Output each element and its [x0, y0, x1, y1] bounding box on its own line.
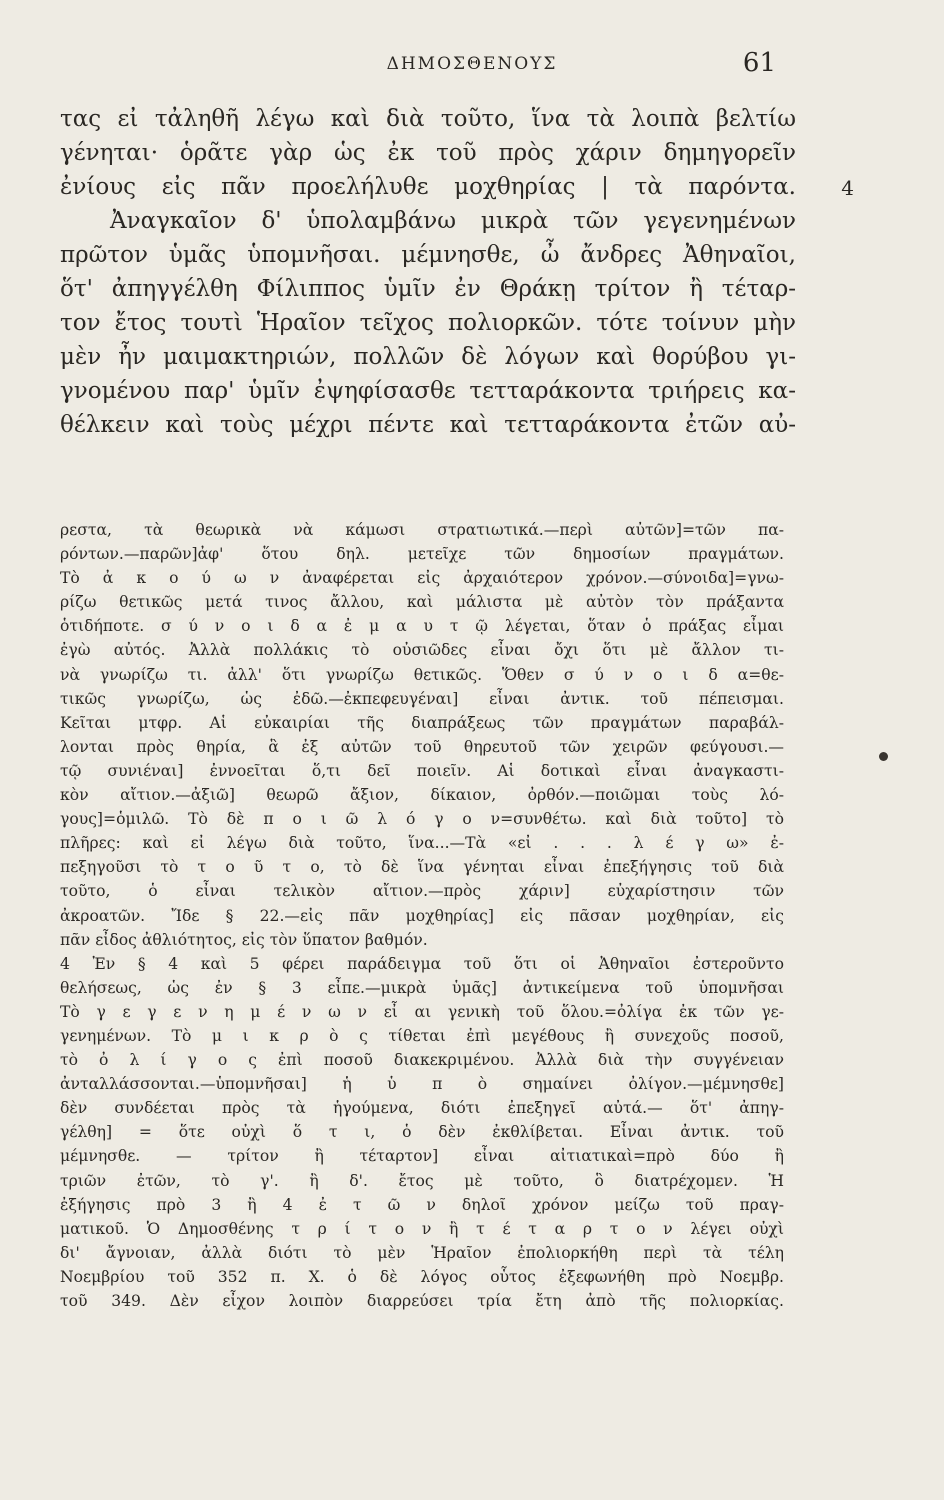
commentary-line: γενημένων. Τὸ μ ι κ ρ ὸ ς τίθεται ἐπὶ μεγέθους ἢ συνεχοῦς ποσοῦ, [60, 1026, 784, 1045]
commentary-line: ἀκροατῶν. Ἴδε § 22.—εἰς πᾶν μοχθηρίας] εἰς πᾶσαν μοχθηρίαν, εἰς [60, 906, 784, 925]
commentary-line: γέλθη] = ὅτε οὐχὶ ὅ τ ι, ὁ δὲν ἐκθλίβεται. Εἶναι ἀντικ. τοῦ [60, 1123, 784, 1142]
commentary-line: γους]=ὁμιλῶ. Τὸ δὲ π ο ι ῶ λ ό γ ο ν=συνθέτω. καὶ διὰ τοῦτο] τὸ [60, 810, 784, 829]
commentary-line: πλῆρες: καὶ εἰ λέγω διὰ τοῦτο, ἵνα...—Τὰ «εἰ . . . λ έ γ ω» ἐ- [60, 834, 784, 853]
commentary-line: ἀνταλλάσσονται.—ὑπομνῆσαι] ἡ ὑ π ὸ σημαίνει ὀλίγον.—μέμνησθε] [60, 1075, 784, 1094]
ink-dot-mark [879, 752, 888, 761]
main-text-line: γνομένου παρ' ὑμῖν ἐψηφίσασθε τετταράκοντα τριήρεις κα- [60, 378, 796, 404]
main-text-line: πρῶτον ὑμᾶς ὑπομνῆσαι. μέμνησθε, ὦ ἄνδρες Ἀθηναῖοι, [60, 242, 796, 268]
commentary-line: θελήσεως, ὡς ἐν § 3 εἶπε.—μικρὰ ὑμᾶς] ἀντικείμενα τοῦ ὑπομνῆσαι [60, 978, 784, 997]
main-text-line: ὅτ' ἀπηγγέλθη Φίλιππος ὑμῖν ἐν Θράκῃ τρίτον ἢ τέταρ- [60, 276, 796, 302]
running-head [0, 48, 944, 78]
commentary-line: τικῶς γνωρίζω, ὡς ἐδῶ.—ἐκπεφευγέναι] εἶναι ἀντικ. τοῦ πέπεισμαι. [60, 689, 784, 708]
main-text-line: τον ἔτος τουτὶ Ἡραῖον τεῖχος πολιορκῶν. τότε τοίνυν μὴν [60, 310, 796, 336]
commentary-line: πᾶν εἶδος ἀθλιότητος, εἰς τὸν ὕπατον βαθμόν. [60, 930, 428, 949]
commentary-line: κὸν αἴτιον.—ἀξιῶ] θεωρῶ ἄξιον, δίκαιον, ὀρθόν.—ποιῶμαι τοὺς λό- [60, 786, 784, 805]
commentary-line: ὁτιδήποτε. σ ύ ν ο ι δ α ἐ μ α υ τ ῷ λέγεται, ὅταν ὁ πράξας εἶμαι [60, 617, 784, 636]
running-title: ΔΗΜΟΣΘΕΝΟΥΣ [386, 54, 558, 74]
main-text-line: θέλκειν καὶ τοὺς μέχρι πέντε καὶ τετταράκοντα ἐτῶν αὐ- [60, 412, 796, 438]
main-text [60, 102, 796, 442]
commentary-line: τοῦτο, ὁ εἶναι τελικὸν αἴτιον.—πρὸς χάριν] εὐχαρίστησιν τῶν [60, 882, 784, 901]
commentary-line: δι' ἄγνοιαν, ἀλλὰ διότι τὸ μὲν Ἡραῖον ἐπολιορκήθη περὶ τὰ τέλη [60, 1243, 784, 1262]
main-text-line: μὲν ἦν μαιμακτηριών, πολλῶν δὲ λόγων καὶ θορύβου γι- [60, 344, 796, 370]
commentary-line: τῷ συνιέναι] ἐννοεῖται ὅ,τι δεῖ ποιεῖν. Αἱ δοτικαὶ εἶναι ἀναγκαστι- [60, 761, 784, 780]
main-text-line: γένηται· ὁρᾶτε γὰρ ὡς ἐκ τοῦ πρὸς χάριν δημηγορεῖν [60, 140, 796, 166]
main-text-line: Ἀναγκαῖον δ' ὑπολαμβάνω μικρὰ τῶν γεγενημένων [110, 208, 796, 234]
commentary-line: ρόντων.—παρῶν]ἀφ' ὅτου δηλ. μετεῖχε τῶν δημοσίων πραγμάτων. [60, 545, 784, 564]
commentary-line: δὲν συνδέεται πρὸς τὰ ἡγούμενα, διότι ἐπεξηγεῖ αὐτά.— ὅτ' ἀπηγ- [60, 1099, 784, 1118]
commentary-line: τοῦ 349. Δὲν εἶχον λοιπὸν διαρρεύσει τρία ἔτη ἀπὸ τῆς πολιορκίας. [60, 1292, 784, 1310]
commentary-line: ματικοῦ. Ὁ Δημοσθένης τ ρ ί τ ο ν ἢ τ έ τ α ρ τ ο ν λέγει οὐχὶ [60, 1219, 784, 1238]
commentary-line: Τὸ γ ε γ ε ν η μ έ ν ω ν εἶ αι γενικὴ τοῦ ὅλου.=ὀλίγα ἐκ τῶν γε- [60, 1002, 784, 1021]
main-text-line: τας εἰ τἀληθῆ λέγω καὶ διὰ τοῦτο, ἵνα τὰ λοιπὰ βελτίω [60, 106, 796, 132]
margin-section-number: 4 [841, 176, 854, 200]
commentary-line: ἐγὼ αὐτός. Ἀλλὰ πολλάκις τὸ οὐσιῶδες εἶναι ὄχι ὅτι μὲ ἄλλον τι- [60, 641, 784, 660]
commentary-line: Νοεμβρίου τοῦ 352 π. Χ. ὁ δὲ λόγος οὗτος ἐξεφωνήθη πρὸ Νοεμβρ. [60, 1267, 784, 1286]
commentary-line: ρεστα, τὰ θεωρικὰ νὰ κάμωσι στρατιωτικά.—περὶ αὐτῶν]=τῶν πα- [60, 521, 784, 539]
commentary-line: Τὸ ἀ κ ο ύ ω ν ἀναφέρεται εἰς ἀρχαιότερον χρόνον.—σύνοιδα]=γνω- [60, 569, 784, 588]
commentary-line: πεξηγοῦσι τὸ τ ο ῦ τ ο, τὸ δὲ ἵνα γένηται εἶναι ἐπεξήγησις τοῦ διὰ [60, 858, 784, 877]
commentary-line: νὰ γνωρίζω τι. ἀλλ' ὅτι γνωρίζω θετικῶς. Ὅθεν σ ύ ν ο ι δ α=θε- [60, 665, 784, 684]
commentary-line: ρίζω θετικῶς μετά τινος ἄλλου, καὶ μάλιστα μὲ αὐτὸν τὸν πράξαντα [60, 593, 784, 612]
commentary-line: ἐξήγησις πρὸ 3 ἢ 4 ἐ τ ῶ ν δηλοῖ χρόνον μείζω τοῦ πραγ- [60, 1195, 784, 1214]
commentary-line: 4 Ἐν § 4 καὶ 5 φέρει παράδειγμα τοῦ ὅτι οἱ Ἀθηναῖοι ἐστεροῦντο [60, 954, 784, 973]
commentary-line: μέμνησθε. — τρίτον ἢ τέταρτον] εἶναι αἰτιατικαὶ=πρὸ δύο ἢ [60, 1147, 784, 1166]
commentary-line: τὸ ὀ λ ί γ ο ς ἐπὶ ποσοῦ διακεκριμένου. Ἀλλὰ διὰ τὴν συγγένειαν [60, 1051, 784, 1070]
commentary-line: τριῶν ἐτῶν, τὸ γ'. ἢ δ'. ἔτος μὲ τοῦτο, ὃ διατρέχομεν. Ἡ [60, 1171, 784, 1190]
commentary-line: Κεῖται μτφρ. Αἱ εὐκαιρίαι τῆς διαπράξεως τῶν πραγμάτων παραβάλ- [60, 713, 784, 732]
commentary [60, 518, 784, 1313]
commentary-line: λονται πρὸς θηρία, ἃ ἐξ αὐτῶν τοῦ θηρευτοῦ τῶν χειρῶν φεύγουσι.— [60, 737, 784, 756]
page-number: 61 [742, 48, 776, 78]
main-text-line: ἐνίους εἰς πᾶν προελήλυθε μοχθηρίας | τὰ παρόντα. [60, 174, 796, 200]
